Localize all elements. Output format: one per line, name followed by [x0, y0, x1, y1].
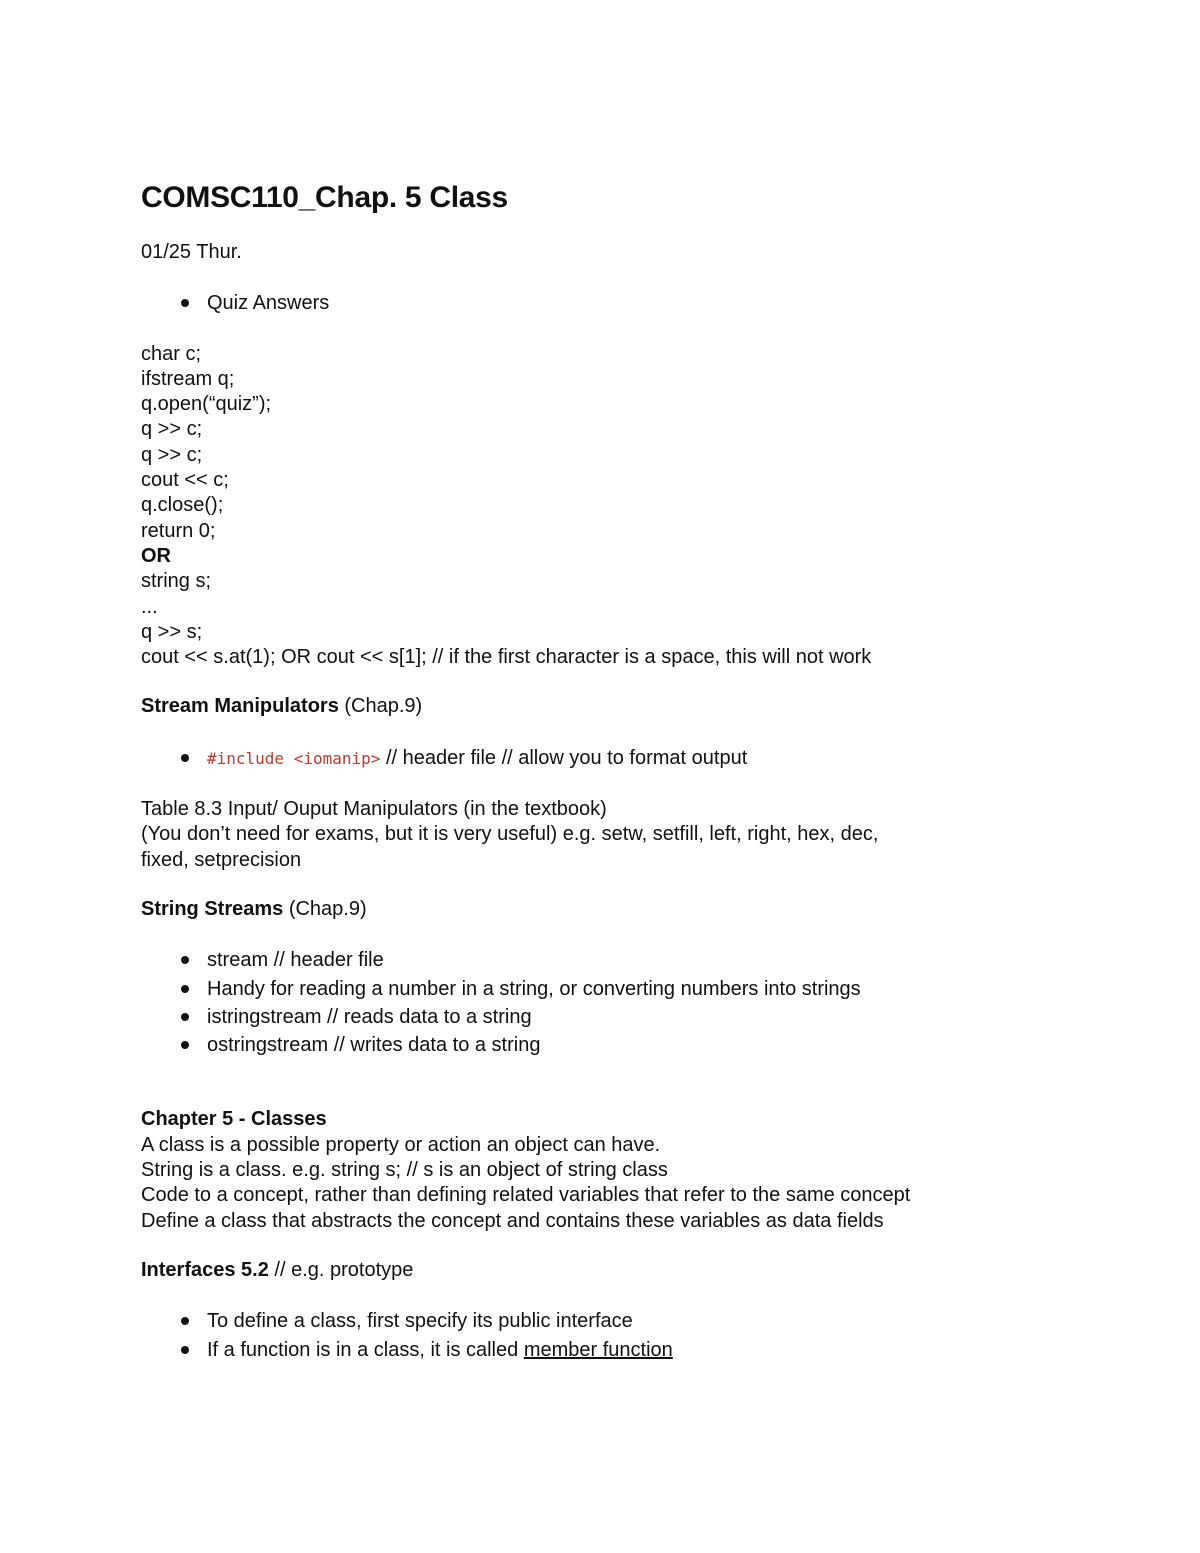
code-line: cout << s.at(1); OR cout << s[1]; // if the first character is a space, this will not work: [141, 646, 872, 669]
code-line: q.close();: [141, 494, 224, 517]
code-line: string s;: [141, 570, 212, 593]
text-line: Define a class that abstracts the concept and contains these variables as data fields: [141, 1209, 884, 1232]
interfaces-list: [141, 1307, 1041, 1364]
code-line: q >> c;: [141, 443, 203, 466]
member-function-term: member function: [523, 1338, 673, 1361]
quiz-code-block: [141, 342, 1041, 671]
quiz-bullet-list: [141, 289, 1041, 317]
list-item: Quiz Answers: [207, 289, 1041, 317]
bullet-dot-icon: [181, 1041, 189, 1049]
list-item: stream // header file: [207, 946, 1041, 974]
bullet-dot-icon: [181, 754, 189, 762]
list-item: ostringstream // writes data to a string: [207, 1031, 1041, 1059]
stream-manipulators-list: [141, 744, 1041, 773]
code-line: q >> s;: [141, 620, 203, 643]
or-label: OR: [141, 544, 171, 567]
code-line: char c;: [141, 342, 202, 365]
code-line: ifstream q;: [141, 367, 235, 390]
stream-manipulators-heading: Stream Manipulators (Chap.9): [141, 695, 423, 718]
bullet-dot-icon: [181, 1013, 189, 1021]
interfaces-heading: Interfaces 5.2 // e.g. prototype: [141, 1258, 414, 1281]
include-code: #include <iomanip>: [207, 748, 381, 768]
code-line: cout << c;: [141, 469, 229, 492]
string-streams-list: [141, 946, 1041, 1059]
code-line: return 0;: [141, 519, 216, 542]
code-line: q >> c;: [141, 418, 203, 441]
list-item: If a function is in a class, it is called member function: [207, 1336, 1041, 1364]
bullet-dot-icon: [181, 299, 189, 307]
list-item: #include <iomanip> // header file // allow you to format output: [207, 744, 1041, 773]
text-line: (You don’t need for exams, but it is very useful) e.g. setw, setfill, left, right, hex, dec,: [141, 823, 879, 846]
list-item: To define a class, first specify its public interface: [207, 1307, 1041, 1335]
text-line: Table 8.3 Input/ Ouput Manipulators (in the textbook): [141, 798, 607, 821]
string-streams-heading: String Streams (Chap.9): [141, 897, 367, 920]
text-line: A class is a possible property or action an object can have.: [141, 1133, 661, 1156]
chapter-5-classes-heading: Chapter 5 - Classes: [141, 1108, 327, 1131]
code-line: ...: [141, 595, 158, 618]
list-item: Handy for reading a number in a string, or converting numbers into strings: [207, 975, 1041, 1003]
bullet-dot-icon: [181, 1317, 189, 1325]
text-line: String is a class. e.g. string s; // s is an object of string class: [141, 1159, 668, 1182]
bullet-dot-icon: [181, 1346, 189, 1354]
document-title: COMSC110_Chap. 5 Class: [141, 181, 508, 214]
text-line: Code to a concept, rather than defining related variables that refer to the same concept: [141, 1184, 911, 1207]
code-line: q.open(“quiz”);: [141, 393, 272, 416]
document-page: [141, 178, 1041, 1364]
date-line: 01/25 Thur.: [141, 241, 242, 263]
bullet-dot-icon: [181, 956, 189, 964]
text-line: fixed, setprecision: [141, 848, 302, 871]
bullet-dot-icon: [181, 985, 189, 993]
list-item: istringstream // reads data to a string: [207, 1003, 1041, 1031]
